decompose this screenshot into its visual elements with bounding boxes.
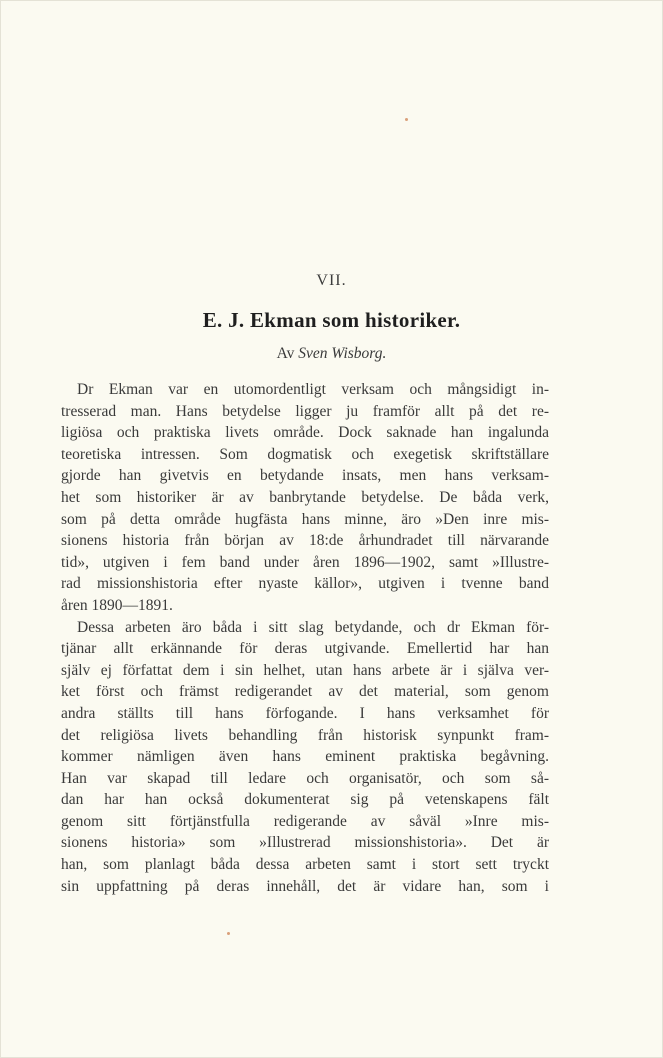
text-line: genom sitt förtjänstfulla redigerande av såväl »Inre mis-: [61, 812, 549, 830]
text-line: teoretiska intressen. Som dogmatisk och exegetisk skriftställare: [61, 445, 549, 463]
chapter-title: E. J. Ekman som historiker.: [202, 308, 461, 332]
text-line: Han var skapad till ledare och organisatör, och som så-: [61, 769, 549, 787]
text-line: sin uppfattning på deras innehåll, det är vidare han, som i: [61, 877, 549, 895]
text-line: åren 1890—1891.: [61, 596, 173, 614]
text-line: sionens historia från början av 18:de århundradet till närvarande: [61, 532, 549, 550]
text-line: tjänar allt erkännande för deras utgivande. Emellertid har han: [61, 640, 549, 658]
text-line: tresserad man. Hans betydelse ligger ju framför allt på det re-: [61, 402, 549, 420]
text-line: det religiösa livets behandling från historisk synpunkt fram-: [61, 726, 549, 744]
text-line: rad missionshistoria efter nyaste källor», utgiven i tvenne band: [61, 575, 549, 593]
text-line: som på detta område hugfästa hans minne, äro »Den inre mis-: [61, 510, 549, 528]
text-line: sionens historia» som »Illustrerad missionshistoria». Det är: [61, 834, 549, 852]
text-line: Dr Ekman var en utomordentligt verksam och mångsidigt in-: [77, 381, 549, 398]
byline-prefix: Av: [276, 345, 295, 362]
ink-speck: [227, 932, 230, 935]
chapter-number: VII.: [316, 272, 347, 289]
text-line: han, som planlagt båda dessa arbeten samt i stort sett tryckt: [61, 856, 549, 874]
ink-speck: [405, 118, 408, 121]
text-line: gjorde han givetvis en betydande insats, men hans verksam-: [61, 467, 549, 485]
text-line: dan har han också dokumenterat sig på vetenskapens fält: [61, 791, 549, 809]
text-line: het som historiker är av banbrytande betydelse. De båda verk,: [61, 488, 549, 506]
text-line: kommer nämligen även hans eminent praktiska begåvning.: [61, 748, 549, 766]
body-text: [61, 379, 549, 897]
byline: [0, 345, 663, 363]
byline-author: Sven Wisborg.: [298, 345, 387, 362]
text-line: andra ställts till hans förfogande. I hans verksamhet för: [61, 704, 549, 722]
text-line: själv ej författat dem i sin helhet, utan hans arbete är i själva ver-: [61, 661, 549, 679]
text-line: ket först och främst redigerandet av det material, som genom: [61, 683, 549, 701]
text-line: ligiösa och praktiska livets område. Dock saknade han ingalunda: [61, 424, 549, 442]
text-line: tid», utgiven i fem band under åren 1896—1902, samt »Illustre-: [61, 553, 549, 571]
text-line: Dessa arbeten äro båda i sitt slag betydande, och dr Ekman för-: [77, 618, 549, 636]
